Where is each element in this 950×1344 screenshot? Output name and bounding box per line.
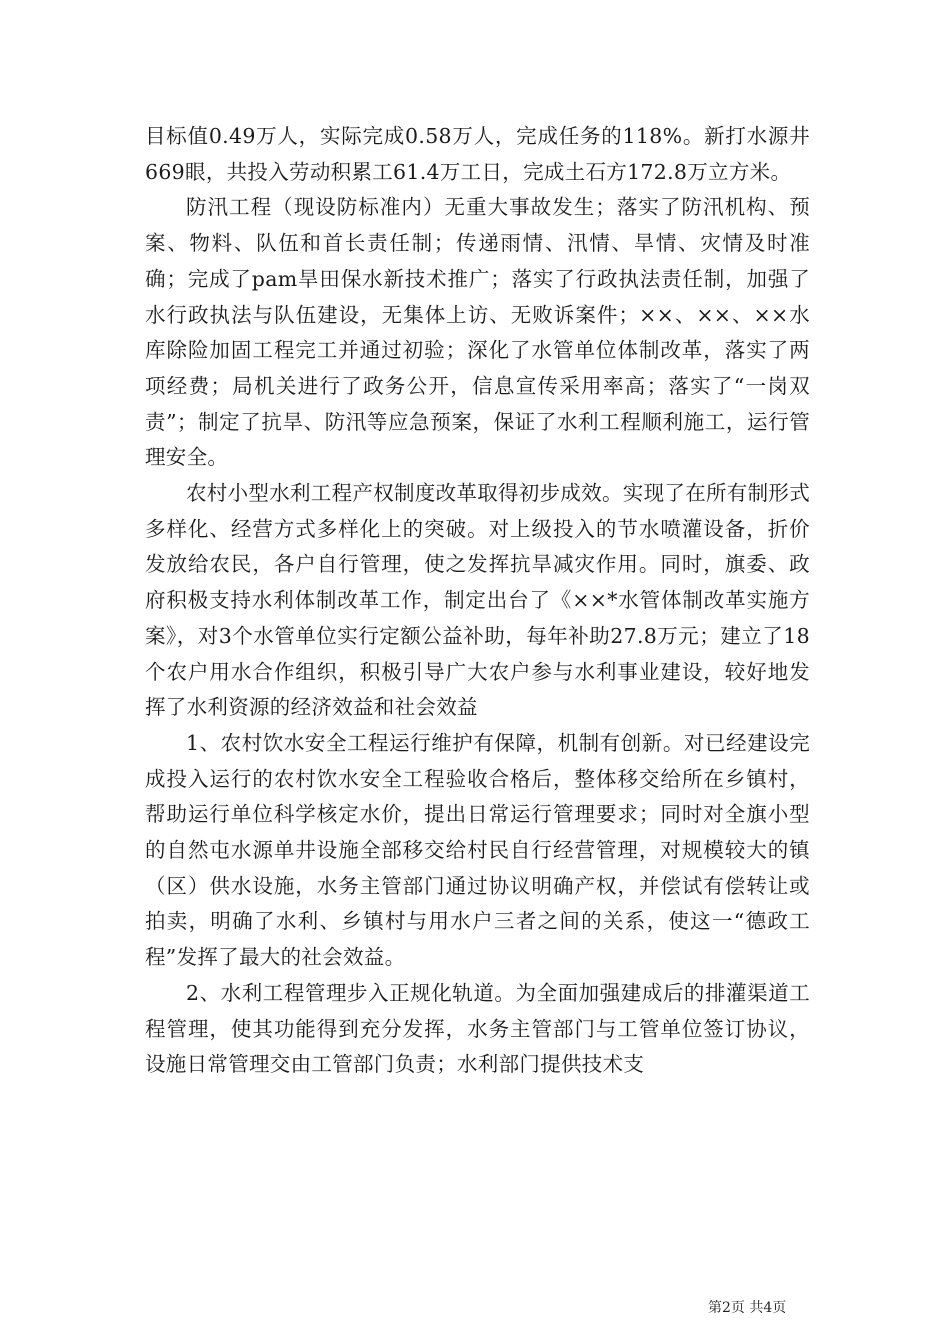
paragraph-flood-control: 防汛工程（现设防标准内）无重大事故发生；落实了防汛机构、预案、物料、队伍和首长责任制；传递雨情、汛情、旱情、灾情及时准确；完成了pam旱田保水新技术推广；落实了行政执法责任制，加强了水行政执法与队伍建设，无集体上访、无败诉案件；××、××、××水库除险加固工程完工并通过初验；深化了水管单位体制改革，落实了两项经费；局机关进行了政务公开，信息宣传采用率高；落实了“一岗双责”；制定了抗旱、防汛等应急预案，保证了水利工程顺利施工，运行管理安全。 [145,195,810,470]
paragraph-property-reform: 农村小型水利工程产权制度改革取得初步成效。实现了在所有制形式多样化、经营方式多样化上的突破。对上级投入的节水喷灌设备，折价发放给农民，各户自行管理，使之发挥抗旱减灾作用。同时，旗委、政府积极支持水利体制改革工作，制定出台了《××*水管体制改革实施方案》，对3个水管单位实行定额公益补助，每年补助27.8万元；建立了18个农户用水合作组织，积极引导广大农户参与水利事业建设，较好地发挥了水利资源的经济效益和社会效益 [145,481,810,720]
paragraph-project-management: 2、水利工程管理步入正规化轨道。为全面加强建成后的排灌渠道工程管理，使其功能得到充分发挥，水务主管部门与工管单位签订协议，设施日常管理交由工管部门负责；水利部门提供技术支 [145,980,810,1077]
paragraph-drinking-water: 1、农村饮水安全工程运行维护有保障，机制有创新。对已经建设完成投入运行的农村饮水安全工程验收合格后，整体移交给所在乡镇村，帮助运行单位科学核定水价，提出日常运行管理要求；同时对全旗小型的自然屯水源单井设施全部移交给村民自行经营管理，对规模较大的镇（区）供水设施，水务主管部门通过协议明确产权，并偿试有偿转让或拍卖，明确了水利、乡镇村与用水户三者之间的关系，使这一“德政工程”发挥了最大的社会效益。 [145,730,810,970]
page-number: 第2页 共4页 [708,1300,787,1316]
paragraph-continuation: 目标值0.49万人，实际完成0.58万人，完成任务的118%。新打水源井669眼，共投入劳动积累工61.4万工日，完成土石方172.8万立方米。 [145,124,810,184]
document-body [145,119,810,1083]
